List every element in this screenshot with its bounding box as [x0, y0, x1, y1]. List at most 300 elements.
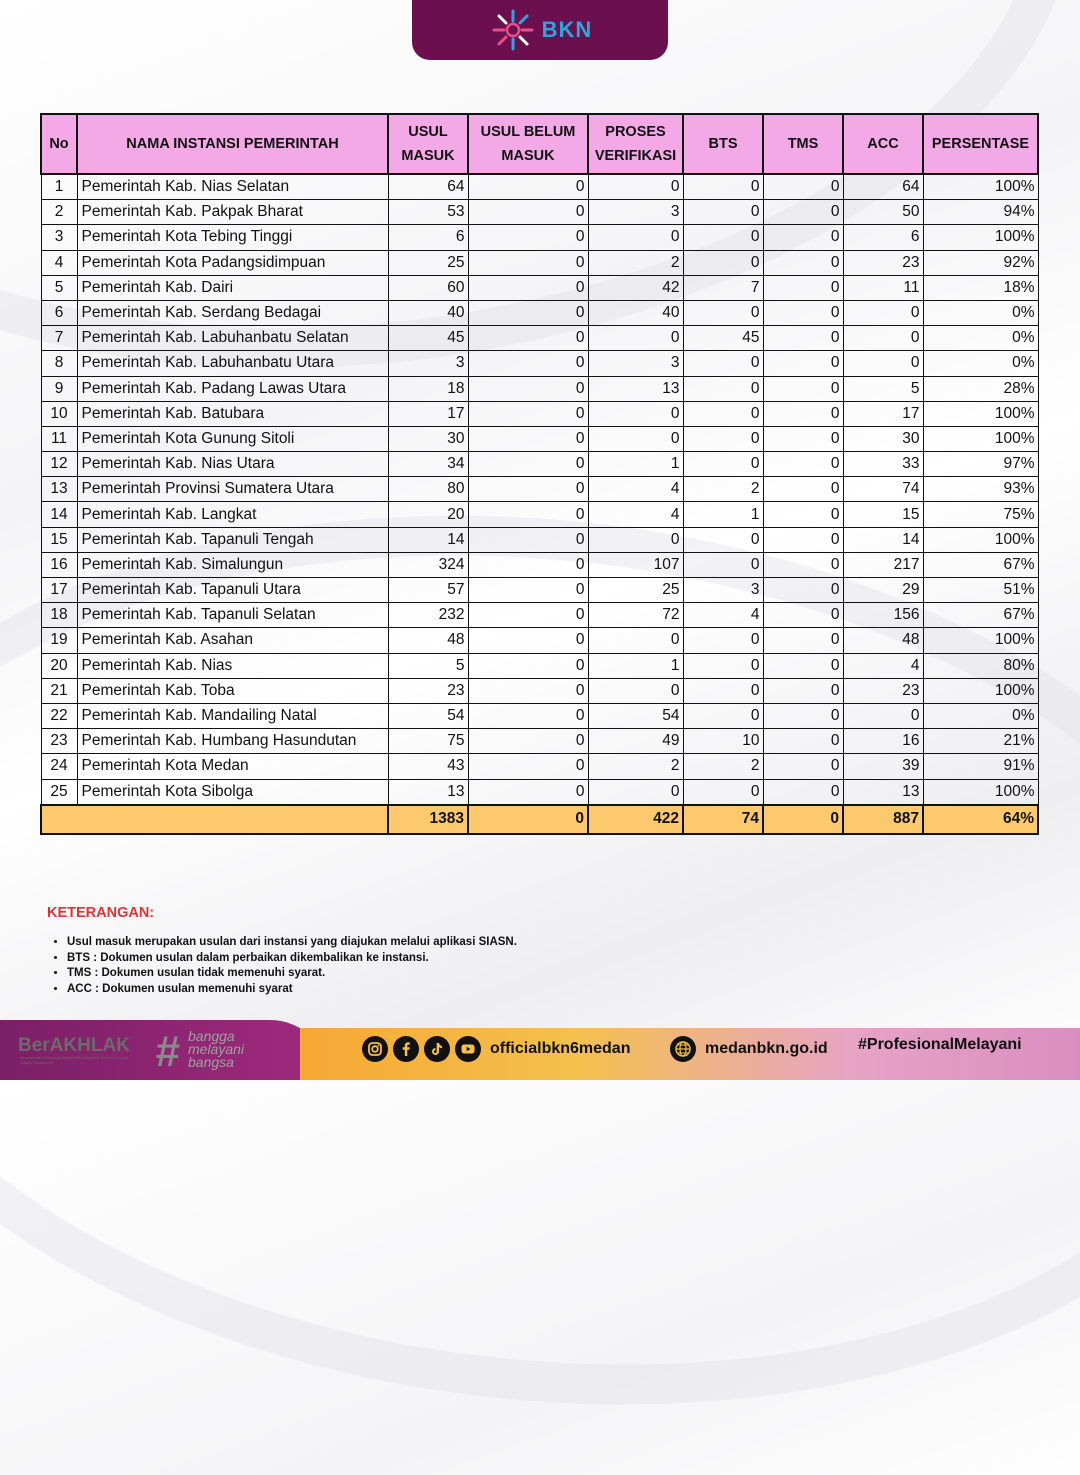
value-cell: 0 [468, 326, 588, 351]
table-row [41, 225, 1038, 250]
value-cell: 25 [388, 250, 468, 275]
row-number-cell: 5 [41, 275, 77, 300]
agency-name-cell: Pemerintah Kab. Nias [77, 653, 388, 678]
value-cell: 100% [923, 779, 1038, 805]
berakhlak-logo: BerAKHLAK [18, 1035, 130, 1056]
value-cell: 53 [388, 200, 468, 225]
value-cell: 0 [468, 754, 588, 779]
value-cell: 16 [843, 729, 923, 754]
agency-name-cell: Pemerintah Kab. Humbang Hasundutan [77, 729, 388, 754]
value-cell: 7 [683, 275, 763, 300]
value-cell: 4 [683, 603, 763, 628]
column-header: ACC [843, 114, 923, 174]
tiktok-icon[interactable] [424, 1036, 450, 1062]
table-row [41, 552, 1038, 577]
value-cell: 17 [843, 401, 923, 426]
value-cell: 3 [588, 351, 683, 376]
value-cell: 0 [763, 351, 843, 376]
table-row [41, 703, 1038, 728]
value-cell: 0 [468, 275, 588, 300]
value-cell: 100% [923, 401, 1038, 426]
value-cell: 0 [683, 250, 763, 275]
value-cell: 0% [923, 703, 1038, 728]
value-cell: 0 [763, 678, 843, 703]
value-cell: 34 [388, 452, 468, 477]
value-cell: 1 [588, 452, 683, 477]
value-cell: 0 [683, 527, 763, 552]
value-cell: 94% [923, 200, 1038, 225]
column-header: No [41, 114, 77, 174]
notes-item: • ACC : Dokumen usulan memenuhi syarat [67, 982, 517, 998]
value-cell: 0 [683, 300, 763, 325]
total-cell: 1383 [388, 805, 468, 834]
agency-name-cell: Pemerintah Kab. Mandailing Natal [77, 703, 388, 728]
row-number-cell: 4 [41, 250, 77, 275]
agency-name-cell: Pemerintah Kab. Langkat [77, 502, 388, 527]
value-cell: 75 [388, 729, 468, 754]
total-cell: 74 [683, 805, 763, 834]
value-cell: 4 [588, 502, 683, 527]
value-cell: 67% [923, 603, 1038, 628]
value-cell: 40 [388, 300, 468, 325]
value-cell: 0 [763, 250, 843, 275]
table-row [41, 250, 1038, 275]
social-handle[interactable]: officialbkn6medan [490, 1040, 631, 1057]
table-row [41, 477, 1038, 502]
value-cell: 54 [588, 703, 683, 728]
value-cell: 0% [923, 351, 1038, 376]
table-row [41, 779, 1038, 805]
table-row [41, 603, 1038, 628]
value-cell: 0 [468, 250, 588, 275]
tagline-line: bangsa [188, 1054, 234, 1070]
value-cell: 0 [468, 653, 588, 678]
youtube-icon[interactable] [455, 1036, 481, 1062]
value-cell: 2 [588, 250, 683, 275]
value-cell: 0 [468, 578, 588, 603]
notes-list [47, 935, 517, 997]
website-text: medanbkn.go.id [705, 1040, 828, 1057]
value-cell: 0% [923, 326, 1038, 351]
value-cell: 0 [763, 527, 843, 552]
value-cell: 48 [388, 628, 468, 653]
row-number-cell: 12 [41, 452, 77, 477]
row-number-cell: 19 [41, 628, 77, 653]
value-cell: 0 [763, 653, 843, 678]
header-logo-badge [412, 0, 668, 60]
value-cell: 0 [468, 678, 588, 703]
table-row [41, 275, 1038, 300]
agency-name-cell: Pemerintah Kab. Pakpak Bharat [77, 200, 388, 225]
row-number-cell: 6 [41, 300, 77, 325]
row-number-cell: 14 [41, 502, 77, 527]
value-cell: 13 [843, 779, 923, 805]
value-cell: 0 [468, 174, 588, 200]
value-cell: 0 [588, 225, 683, 250]
value-cell: 0 [763, 326, 843, 351]
value-cell: 0 [763, 300, 843, 325]
row-number-cell: 2 [41, 200, 77, 225]
value-cell: 43 [388, 754, 468, 779]
agency-name-cell: Pemerintah Kab. Dairi [77, 275, 388, 300]
value-cell: 72 [588, 603, 683, 628]
value-cell: 0 [468, 502, 588, 527]
value-cell: 92% [923, 250, 1038, 275]
value-cell: 23 [843, 250, 923, 275]
column-header: BTS [683, 114, 763, 174]
value-cell: 0 [468, 729, 588, 754]
value-cell: 0 [763, 578, 843, 603]
value-cell: 2 [588, 754, 683, 779]
table-row [41, 200, 1038, 225]
value-cell: 14 [388, 527, 468, 552]
total-cell: 0 [763, 805, 843, 834]
column-header: TMS [763, 114, 843, 174]
value-cell: 0 [588, 401, 683, 426]
table-row [41, 502, 1038, 527]
value-cell: 21% [923, 729, 1038, 754]
agency-name-cell: Pemerintah Kab. Nias Selatan [77, 174, 388, 200]
agency-name-cell: Pemerintah Provinsi Sumatera Utara [77, 477, 388, 502]
agency-name-cell: Pemerintah Kota Tebing Tinggi [77, 225, 388, 250]
value-cell: 4 [588, 477, 683, 502]
table-row [41, 452, 1038, 477]
total-cell: 0 [468, 805, 588, 834]
value-cell: 0 [683, 779, 763, 805]
value-cell: 0 [763, 225, 843, 250]
globe-icon [670, 1036, 696, 1062]
table-row [41, 174, 1038, 200]
notes-title: KETERANGAN: [47, 905, 155, 921]
value-cell: 0 [468, 351, 588, 376]
value-cell: 0 [468, 552, 588, 577]
row-number-cell: 3 [41, 225, 77, 250]
value-cell: 64 [843, 174, 923, 200]
value-cell: 100% [923, 678, 1038, 703]
value-cell: 0 [468, 779, 588, 805]
notes-item: • BTS : Dokumen usulan dalam perbaikan dikembalikan ke instansi. [67, 951, 517, 967]
agency-name-cell: Pemerintah Kab. Simalungun [77, 552, 388, 577]
column-header: PERSENTASE [923, 114, 1038, 174]
row-number-cell: 15 [41, 527, 77, 552]
value-cell: 48 [843, 628, 923, 653]
agency-name-cell: Pemerintah Kab. Serdang Bedagai [77, 300, 388, 325]
value-cell: 0 [683, 552, 763, 577]
row-number-cell: 23 [41, 729, 77, 754]
value-cell: 0 [683, 703, 763, 728]
report-table-container [40, 113, 1037, 835]
column-header: USUL MASUK [388, 114, 468, 174]
table-row [41, 300, 1038, 325]
row-number-cell: 25 [41, 779, 77, 805]
value-cell: 10 [683, 729, 763, 754]
notes-item: • TMS : Dokumen usulan tidak memenuhi syarat. [67, 966, 517, 982]
value-cell: 1 [588, 653, 683, 678]
row-number-cell: 9 [41, 376, 77, 401]
value-cell: 5 [843, 376, 923, 401]
total-row [41, 805, 1038, 834]
value-cell: 0 [843, 326, 923, 351]
agency-name-cell: Pemerintah Kab. Asahan [77, 628, 388, 653]
value-cell: 100% [923, 174, 1038, 200]
social-icons [362, 1036, 630, 1062]
row-number-cell: 18 [41, 603, 77, 628]
agency-name-cell: Pemerintah Kota Sibolga [77, 779, 388, 805]
value-cell: 20 [388, 502, 468, 527]
value-cell: 0% [923, 300, 1038, 325]
table-row [41, 426, 1038, 451]
value-cell: 4 [843, 653, 923, 678]
value-cell: 13 [388, 779, 468, 805]
value-cell: 0 [588, 678, 683, 703]
report-table [40, 113, 1039, 835]
value-cell: 0 [763, 628, 843, 653]
table-row [41, 401, 1038, 426]
bkn-logo-icon [488, 7, 538, 53]
row-number-cell: 7 [41, 326, 77, 351]
value-cell: 0 [763, 703, 843, 728]
value-cell: 75% [923, 502, 1038, 527]
value-cell: 100% [923, 628, 1038, 653]
value-cell: 0 [763, 502, 843, 527]
table-row [41, 351, 1038, 376]
bangga-melayani-hash-icon: # [155, 1027, 180, 1076]
agency-name-cell: Pemerintah Kab. Tapanuli Tengah [77, 527, 388, 552]
value-cell: 91% [923, 754, 1038, 779]
value-cell: 23 [388, 678, 468, 703]
value-cell: 28% [923, 376, 1038, 401]
value-cell: 15 [843, 502, 923, 527]
value-cell: 3 [683, 578, 763, 603]
value-cell: 6 [843, 225, 923, 250]
column-header: PROSES VERIFIKASI [588, 114, 683, 174]
agency-name-cell: Pemerintah Kab. Padang Lawas Utara [77, 376, 388, 401]
total-cell: 887 [843, 805, 923, 834]
total-cell: 64% [923, 805, 1038, 834]
value-cell: 40 [588, 300, 683, 325]
value-cell: 67% [923, 552, 1038, 577]
value-cell: 0 [468, 452, 588, 477]
value-cell: 39 [843, 754, 923, 779]
value-cell: 54 [388, 703, 468, 728]
value-cell: 107 [588, 552, 683, 577]
value-cell: 0 [763, 376, 843, 401]
total-cell: 422 [588, 805, 683, 834]
column-header: USUL BELUM MASUK [468, 114, 588, 174]
value-cell: 0 [468, 401, 588, 426]
agency-name-cell: Pemerintah Kab. Tapanuli Utara [77, 578, 388, 603]
table-row [41, 653, 1038, 678]
table-body [41, 174, 1038, 805]
value-cell: 0 [468, 603, 588, 628]
value-cell: 0 [683, 200, 763, 225]
value-cell: 6 [388, 225, 468, 250]
row-number-cell: 20 [41, 653, 77, 678]
value-cell: 0 [763, 275, 843, 300]
value-cell: 23 [843, 678, 923, 703]
agency-name-cell: Pemerintah Kab. Tapanuli Selatan [77, 603, 388, 628]
value-cell: 0 [763, 729, 843, 754]
value-cell: 2 [683, 754, 763, 779]
value-cell: 18% [923, 275, 1038, 300]
agency-name-cell: Pemerintah Kota Gunung Sitoli [77, 426, 388, 451]
value-cell: 5 [388, 653, 468, 678]
table-row [41, 628, 1038, 653]
value-cell: 50 [843, 200, 923, 225]
value-cell: 80% [923, 653, 1038, 678]
value-cell: 0 [468, 426, 588, 451]
value-cell: 0 [683, 174, 763, 200]
table-row [41, 678, 1038, 703]
row-number-cell: 1 [41, 174, 77, 200]
value-cell: 0 [683, 628, 763, 653]
value-cell: 0 [468, 200, 588, 225]
value-cell: 74 [843, 477, 923, 502]
value-cell: 33 [843, 452, 923, 477]
value-cell: 0 [763, 426, 843, 451]
table-row [41, 729, 1038, 754]
value-cell: 156 [843, 603, 923, 628]
value-cell: 0 [468, 225, 588, 250]
value-cell: 0 [843, 703, 923, 728]
value-cell: 0 [588, 527, 683, 552]
value-cell: 0 [588, 174, 683, 200]
value-cell: 217 [843, 552, 923, 577]
row-number-cell: 21 [41, 678, 77, 703]
value-cell: 0 [683, 225, 763, 250]
row-number-cell: 22 [41, 703, 77, 728]
value-cell: 0 [588, 779, 683, 805]
table-header-row [41, 114, 1038, 174]
value-cell: 97% [923, 452, 1038, 477]
value-cell: 13 [588, 376, 683, 401]
value-cell: 80 [388, 477, 468, 502]
row-number-cell: 13 [41, 477, 77, 502]
value-cell: 0 [468, 628, 588, 653]
value-cell: 93% [923, 477, 1038, 502]
table-row [41, 754, 1038, 779]
value-cell: 0 [683, 426, 763, 451]
value-cell: 0 [588, 426, 683, 451]
value-cell: 17 [388, 401, 468, 426]
agency-name-cell: Pemerintah Kota Medan [77, 754, 388, 779]
row-number-cell: 8 [41, 351, 77, 376]
value-cell: 3 [588, 200, 683, 225]
value-cell: 232 [388, 603, 468, 628]
row-number-cell: 17 [41, 578, 77, 603]
value-cell: 0 [468, 527, 588, 552]
table-row [41, 326, 1038, 351]
value-cell: 11 [843, 275, 923, 300]
value-cell: 0 [468, 300, 588, 325]
value-cell: 0 [588, 628, 683, 653]
berakhlak-logo-subtext: Berorientasi Pelayanan Akuntabel Kompeten Harmonis Loyal Adaptif Kolaboratif [20, 1055, 129, 1065]
value-cell: 45 [683, 326, 763, 351]
value-cell: 0 [763, 200, 843, 225]
bkn-logo-text: BKN [541, 17, 593, 42]
row-number-cell: 10 [41, 401, 77, 426]
value-cell: 0 [763, 754, 843, 779]
bangga-melayani-bangsa-logo [188, 1030, 244, 1069]
agency-name-cell: Pemerintah Kota Padangsidimpuan [77, 250, 388, 275]
value-cell: 42 [588, 275, 683, 300]
value-cell: 100% [923, 426, 1038, 451]
tagline-line: bangga [188, 1028, 235, 1044]
notes-item: • Usul masuk merupakan usulan dari instansi yang diajukan melalui aplikasi SIASN. [67, 935, 517, 951]
facebook-icon[interactable] [393, 1036, 419, 1062]
value-cell: 45 [388, 326, 468, 351]
agency-name-cell: Pemerintah Kab. Labuhanbatu Utara [77, 351, 388, 376]
table-row [41, 578, 1038, 603]
value-cell: 0 [683, 401, 763, 426]
value-cell: 0 [683, 653, 763, 678]
value-cell: 51% [923, 578, 1038, 603]
value-cell: 0 [763, 477, 843, 502]
agency-name-cell: Pemerintah Kab. Labuhanbatu Selatan [77, 326, 388, 351]
website-link[interactable] [670, 1036, 828, 1062]
agency-name-cell: Pemerintah Kab. Batubara [77, 401, 388, 426]
value-cell: 64 [388, 174, 468, 200]
value-cell: 0 [468, 477, 588, 502]
value-cell: 0 [683, 351, 763, 376]
value-cell: 0 [763, 603, 843, 628]
value-cell: 324 [388, 552, 468, 577]
value-cell: 3 [388, 351, 468, 376]
value-cell: 29 [843, 578, 923, 603]
value-cell: 0 [763, 174, 843, 200]
total-label-cell [41, 805, 388, 834]
value-cell: 1 [683, 502, 763, 527]
value-cell: 0 [468, 376, 588, 401]
value-cell: 0 [843, 300, 923, 325]
row-number-cell: 11 [41, 426, 77, 451]
hashtag-text: #ProfesionalMelayani [858, 1036, 1022, 1053]
hashtag [858, 1036, 1022, 1054]
value-cell: 25 [588, 578, 683, 603]
notes-section [47, 905, 517, 997]
value-cell: 0 [763, 779, 843, 805]
row-number-cell: 24 [41, 754, 77, 779]
value-cell: 57 [388, 578, 468, 603]
tagline-line: melayani [188, 1041, 245, 1057]
value-cell: 2 [683, 477, 763, 502]
value-cell: 0 [683, 678, 763, 703]
value-cell: 30 [843, 426, 923, 451]
value-cell: 18 [388, 376, 468, 401]
agency-name-cell: Pemerintah Kab. Nias Utara [77, 452, 388, 477]
table-row [41, 376, 1038, 401]
value-cell: 49 [588, 729, 683, 754]
value-cell: 0 [763, 401, 843, 426]
value-cell: 100% [923, 527, 1038, 552]
column-header: NAMA INSTANSI PEMERINTAH [77, 114, 388, 174]
value-cell: 60 [388, 275, 468, 300]
value-cell: 0 [843, 351, 923, 376]
value-cell: 0 [468, 703, 588, 728]
value-cell: 30 [388, 426, 468, 451]
row-number-cell: 16 [41, 552, 77, 577]
agency-name-cell: Pemerintah Kab. Toba [77, 678, 388, 703]
value-cell: 0 [763, 552, 843, 577]
value-cell: 0 [763, 452, 843, 477]
value-cell: 0 [683, 452, 763, 477]
value-cell: 14 [843, 527, 923, 552]
value-cell: 0 [588, 326, 683, 351]
value-cell: 100% [923, 225, 1038, 250]
value-cell: 0 [683, 376, 763, 401]
table-row [41, 527, 1038, 552]
instagram-icon[interactable] [362, 1036, 388, 1062]
